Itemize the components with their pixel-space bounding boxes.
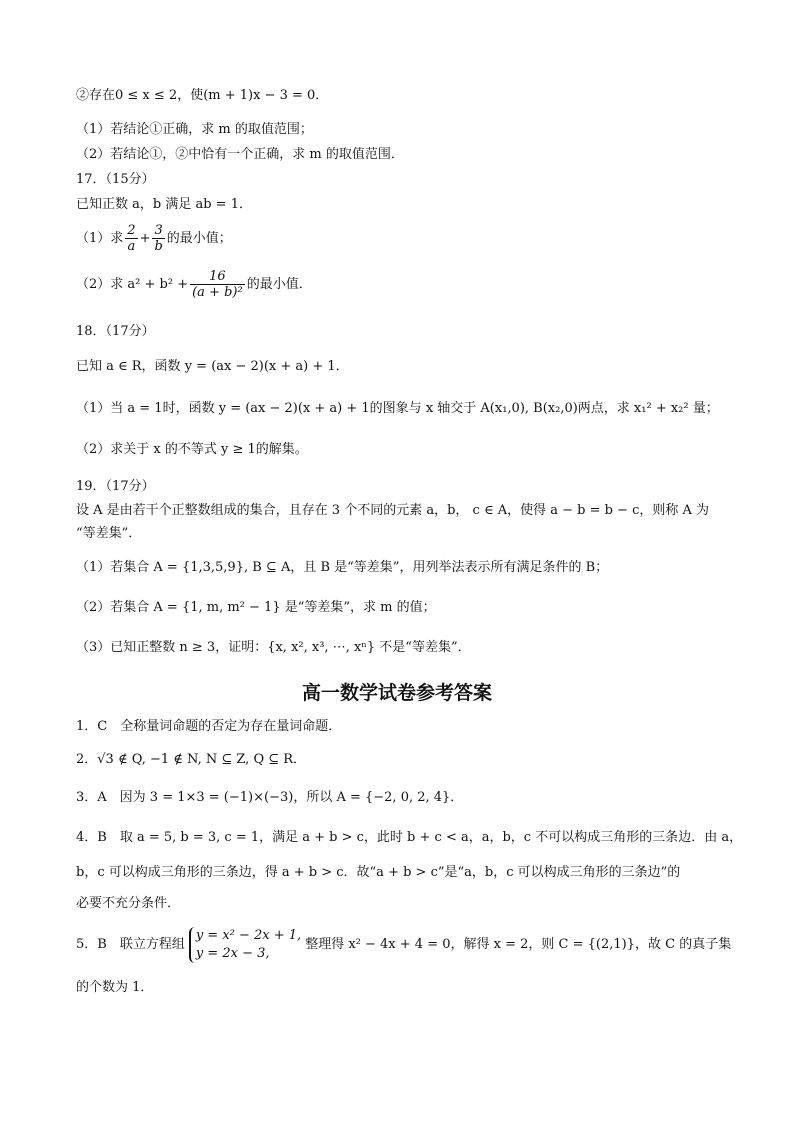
fraction-16-over-sum-squared: $\frac{16}{\text{(a + b)²}}$ xyxy=(192,269,243,300)
problem18-question2: （2）求关于 x 的不等式 y ≥ 1的解集。 xyxy=(76,442,308,457)
problem17-question1 xyxy=(76,222,734,256)
problem18-header: 18．（17分） xyxy=(76,324,155,339)
answer-4-line3: 必要不充分条件． xyxy=(76,896,181,911)
answer-4-line1: 4．B 取 a = 5, b = 3, c = 1，满足 a + b > c，此时 b + c < a，a，b，c 不可以构成三角形的三条边．由 a， xyxy=(76,830,743,845)
problem19-stem-line2: “等差集”． xyxy=(76,526,142,541)
problem19-stem-line1: 设 A 是由若干个正整数组成的集合，且存在 3 个不同的元素 a，b， c ∈ A，使得 a − b = b − c，则称 A 为 xyxy=(76,503,710,518)
answer-1: 1．C 全称量词命题的否定为存在量词命题． xyxy=(76,719,342,734)
problem18-stem: 已知 a ∈ R，函数 y = (ax − 2)(x + a) + 1． xyxy=(76,359,349,374)
fraction-3-over-b: $\frac{3}{b}$ xyxy=(154,223,163,254)
answer-5-line2: 的个数为 1． xyxy=(76,980,154,995)
answer-5-line1 xyxy=(76,922,734,968)
problem17-question2 xyxy=(76,268,734,302)
problem16-condition2: ②存在0 ≤ x ≤ 2，使(m + 1)x − 3 = 0． xyxy=(76,88,329,103)
problem19-header: 19．（17分） xyxy=(76,479,155,494)
answer-3: 3．A 因为 3 = 1×3 = (−1)×(−3)，所以 A = {−2, 0, 2, 4}． xyxy=(76,790,464,805)
answer-4-line2: b，c 可以构成三角形的三条边，得 a + b > c．故“a + b > c”是“a，b，c 可以构成三角形的三条边”的 xyxy=(76,865,681,880)
problem16-question1: （1）若结论①正确，求 m 的取值范围； xyxy=(76,122,313,137)
problem19-question3: （3）已知正整数 n ≥ 3，证明：{x, x², x³, ⋯, xⁿ} 不是“等差集”． xyxy=(76,640,471,655)
problem19-question2: （2）若集合 A = {1, m, m² − 1} 是“等差集”，求 m 的值； xyxy=(76,600,436,615)
problem16-question2: （2）若结论①，②中恰有一个正确，求 m 的取值范围． xyxy=(76,147,404,162)
problem17-stem: 已知正数 a，b 满足 ab = 1． xyxy=(76,197,252,212)
answer-2: 2．√3 ∉ Q, −1 ∉ N, N ⊆ Z, Q ⊆ R． xyxy=(76,752,307,767)
a5-suffix: 整理得 x² − 4x + 4 = 0，解得 x = 2，则 C = {(2,1)}，故 C 的真子集 xyxy=(305,937,732,952)
a5-prefix: 5．B 联立方程组 xyxy=(76,937,185,952)
problem18-question1: （1）当 a = 1时，函数 y = (ax − 2)(x + a) + 1的图象与 x 轴交于 A(x₁,0), B(x₂,0)两点，求 x₁² + x₂² 量； xyxy=(76,401,719,416)
problem17-header: 17．（15分） xyxy=(76,172,155,187)
q2-prefix: （2）求 a² + b² + xyxy=(76,277,189,292)
answers-title: 高一数学试卷参考答案 xyxy=(301,682,492,704)
q2-suffix: 的最小值． xyxy=(246,277,312,292)
plus-sign: + xyxy=(139,231,151,246)
problem19-question1: （1）若集合 A = {1,3,5,9}, B ⊆ A，且 B 是“等差集”，用列举法表示所有满足条件的 B； xyxy=(76,560,609,575)
q1-prefix: （1）求 xyxy=(76,231,124,246)
fraction-2-over-a: $\frac{2}{a}$ xyxy=(127,223,136,254)
equation-system: y = x² − 2x + 1, y = 2x − 3, xyxy=(189,927,301,963)
q1-suffix: 的最小值； xyxy=(166,231,232,246)
